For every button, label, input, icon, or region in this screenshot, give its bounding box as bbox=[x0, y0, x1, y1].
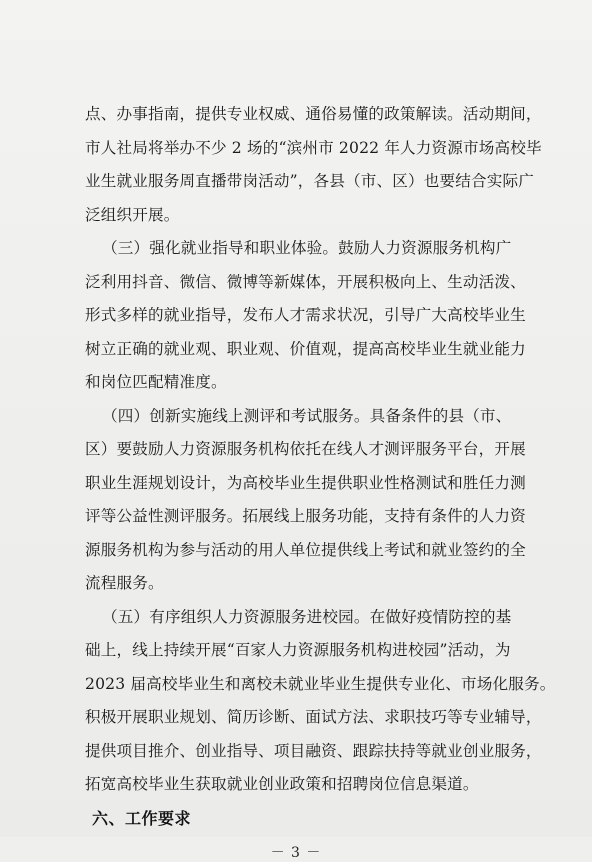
page-number: － 3 － bbox=[270, 844, 322, 861]
paragraph-line: 市人社局将举办不少 2 场的“滨州市 2022 年人力资源市场高校毕 bbox=[85, 138, 542, 157]
paragraph-line: 树立正确的就业观、职业观、价值观，提高高校毕业生就业能力 bbox=[85, 339, 526, 358]
paragraph-line: 源服务机构为参与活动的用人单位提供线上考试和就业签约的全 bbox=[85, 540, 526, 559]
paragraph-line: 提供项目推介、创业指导、项目融资、跟踪扶持等就业创业服务， bbox=[85, 741, 542, 760]
paragraph-line: 流程服务。 bbox=[85, 574, 164, 592]
paragraph-line: 区）要鼓励人力资源服务机构依托在线人才测评服务平台，开展 bbox=[85, 440, 526, 458]
paragraph-line: 拓宽高校毕业生获取就业创业政策和招聘岗位信息渠道。 bbox=[85, 775, 479, 793]
paragraph-line: 形式多样的就业指导，发布人才需求状况，引导广大高校毕业生 bbox=[85, 306, 526, 324]
paragraph-line: 点、办事指南，提供专业权威、通俗易懂的政策解读。活动期间， bbox=[85, 105, 542, 123]
paragraph-line: 泛组织开展。 bbox=[85, 205, 180, 224]
paragraph-line: （五）有序组织人力资源服务进校园。在做好疫情防控的基 bbox=[102, 607, 512, 626]
paragraph-line: 职业生涯规划设计，为高校毕业生提供职业性格测试和胜任力测 bbox=[85, 473, 526, 492]
paragraph-line: 和岗位匹配精准度。 bbox=[85, 373, 227, 391]
paragraph-line: （四）创新实施线上测评和考试服务。具备条件的县（市、 bbox=[102, 406, 512, 425]
paragraph-line: 业生就业服务周直播带岗活动”，各县（市、区）也要结合实际广 bbox=[85, 172, 534, 190]
paragraph-line: 础上，线上持续开展“百家人力资源服务机构进校园”活动，为 bbox=[85, 641, 511, 659]
paragraph-line: 积极开展职业规划、简历诊断、面试方法、求职技巧等专业辅导， bbox=[85, 708, 542, 726]
paragraph-line: 泛利用抖音、微信、微博等新媒体，开展积极向上、生动活泼、 bbox=[85, 272, 526, 291]
section-heading: 六、工作要求 bbox=[92, 808, 192, 828]
paragraph-line: （三）强化就业指导和职业体验。鼓励人力资源服务机构广 bbox=[102, 239, 512, 257]
paragraph-line: 2023 届高校毕业生和离校未就业毕业生提供专业化、市场化服务。 bbox=[85, 674, 556, 693]
paragraph-line: 评等公益性测评服务。拓展线上服务功能，支持有条件的人力资 bbox=[85, 507, 526, 525]
